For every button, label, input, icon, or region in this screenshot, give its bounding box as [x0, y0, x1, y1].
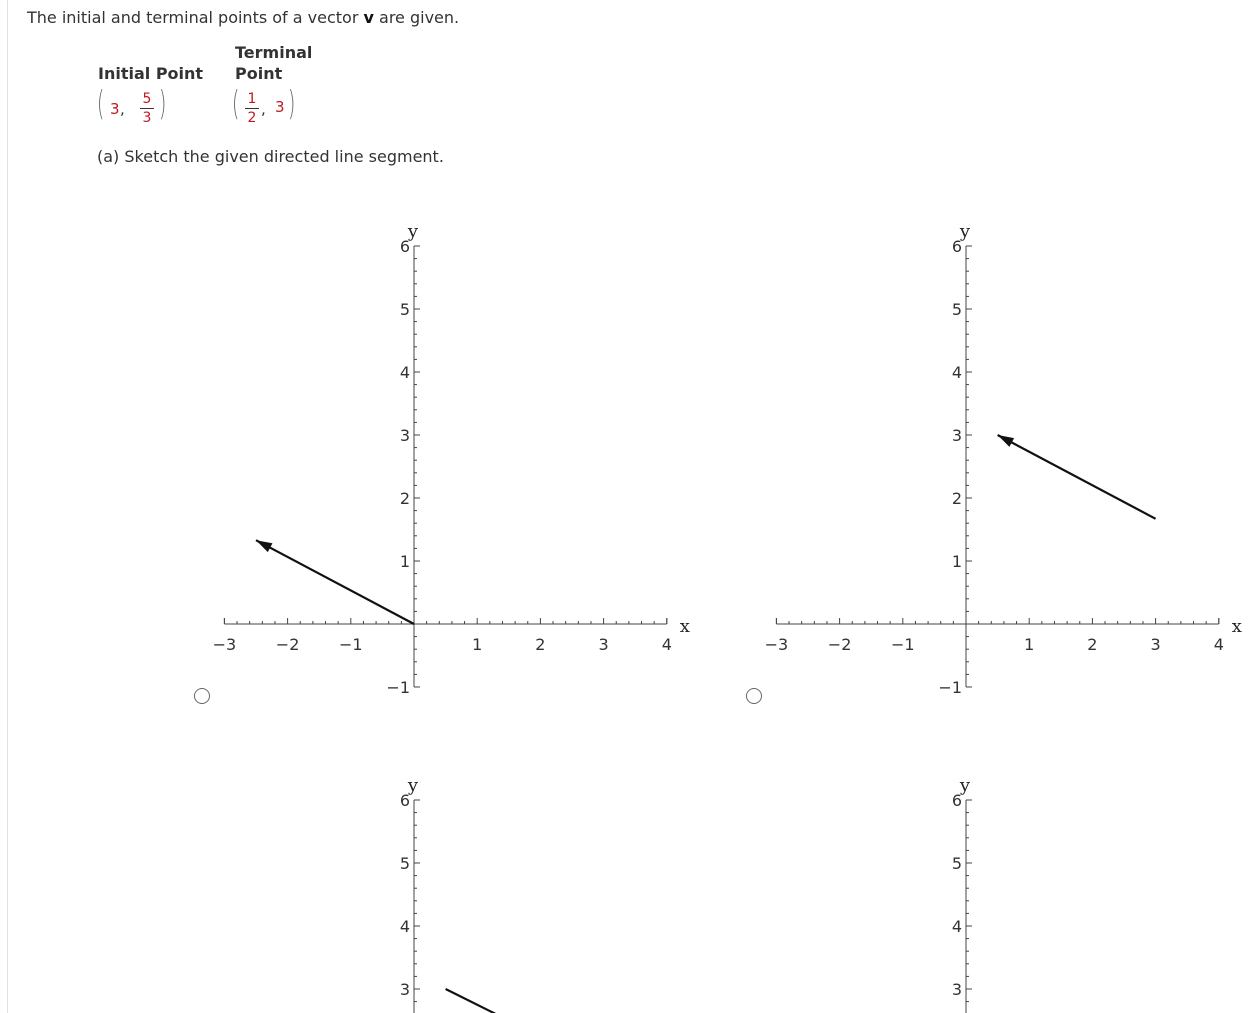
graph-2-y-tick-label: 6 [951, 237, 962, 256]
graph-2-vector-line [998, 435, 1156, 519]
graph-3-y-tick-label: 5 [399, 854, 410, 873]
graph-3-y-axis-label: y [407, 775, 419, 796]
initial-point-header: Initial Point [98, 64, 204, 83]
graph-2-y-tick-label: 2 [951, 489, 962, 508]
graph-2-x-tick-label: 3 [1150, 635, 1161, 654]
graph-1-x-tick-label: −3 [212, 635, 237, 654]
graph-1-x-tick-label: 2 [535, 635, 546, 654]
graph-2-x-tick-label: 1 [1024, 635, 1035, 654]
graph-2-y-tick-label: 5 [951, 300, 962, 319]
graph-3-y-tick-label: 4 [399, 917, 410, 936]
graph-1-x-tick-label: −2 [275, 635, 300, 654]
graph-4-y-tick-label: 4 [951, 917, 962, 936]
graph-1-y-tick-label: −1 [386, 678, 410, 697]
graph-2-x-tick-label: 2 [1087, 635, 1098, 654]
right-paren: ) [158, 84, 167, 124]
graph-1-y-tick-label: 2 [399, 489, 410, 508]
graph-1-vector-arrowhead [256, 540, 272, 552]
vector-symbol: v [363, 8, 374, 27]
graph-1-y-tick-label: 3 [399, 426, 410, 445]
graph-1-y-axis-label: y [407, 221, 419, 242]
graph-1-x-tick-label: 3 [598, 635, 609, 654]
terminal-y: 3 [275, 98, 285, 116]
graph-2-x-tick-label: 4 [1213, 635, 1224, 654]
graph-2-y-axis-label: y [959, 221, 971, 242]
right-paren: ) [287, 84, 296, 124]
graph-2-x-tick-label: −2 [827, 635, 852, 654]
graph-1-vector-line [256, 540, 414, 624]
question-suffix: are given. [373, 8, 460, 27]
graph-1-x-tick-label: −1 [339, 635, 363, 654]
initial-y-denominator: 3 [142, 110, 152, 126]
part-a-instruction: (a) Sketch the given directed line segment. [97, 147, 444, 166]
graph-2-x-axis-label: x [1231, 616, 1242, 637]
initial-x: 3 [110, 100, 120, 118]
graph-3-y-tick-label: 6 [399, 791, 410, 810]
graph-4-y-tick-label: 5 [951, 854, 962, 873]
graph-1-y-tick-label: 1 [399, 552, 410, 571]
initial-y-numerator: 5 [142, 91, 152, 107]
graph-3-y-tick-label: 3 [399, 980, 410, 999]
graph-1-y-tick-label: 6 [399, 237, 410, 256]
terminal-point-header-line1: Terminal [235, 43, 313, 62]
graph-1-x-tick-label: 4 [661, 635, 672, 654]
graph-1-y-tick-label: 4 [399, 363, 410, 382]
left-paren: ( [231, 84, 240, 124]
graph-1-y-tick-label: 5 [399, 300, 410, 319]
graph-4-y-axis-label: y [959, 775, 971, 796]
graph-2-y-tick-label: −1 [938, 678, 962, 697]
comma: , [120, 100, 125, 118]
left-paren: ( [96, 84, 105, 124]
graph-2-vector-arrowhead [998, 435, 1014, 447]
graph-1-x-axis-label: x [679, 616, 690, 637]
terminal-x-numerator: 1 [247, 91, 257, 107]
graph-4-y-tick-label: 6 [951, 791, 962, 810]
graph-2-x-tick-label: −3 [764, 635, 789, 654]
terminal-x-denominator: 2 [247, 110, 257, 126]
comma: , [261, 100, 266, 118]
terminal-point-header-line2: Point [235, 64, 283, 83]
question-prefix: The initial and terminal points of a vector [27, 8, 364, 27]
graph-2-y-tick-label: 1 [951, 552, 962, 571]
graph-4-y-tick-label: 3 [951, 980, 962, 999]
graph-3-vector-line [446, 989, 497, 1013]
graph-2-y-tick-label: 3 [951, 426, 962, 445]
graph-1-x-tick-label: 1 [472, 635, 483, 654]
graph-2-x-tick-label: −1 [891, 635, 915, 654]
graph-2-y-tick-label: 4 [951, 363, 962, 382]
